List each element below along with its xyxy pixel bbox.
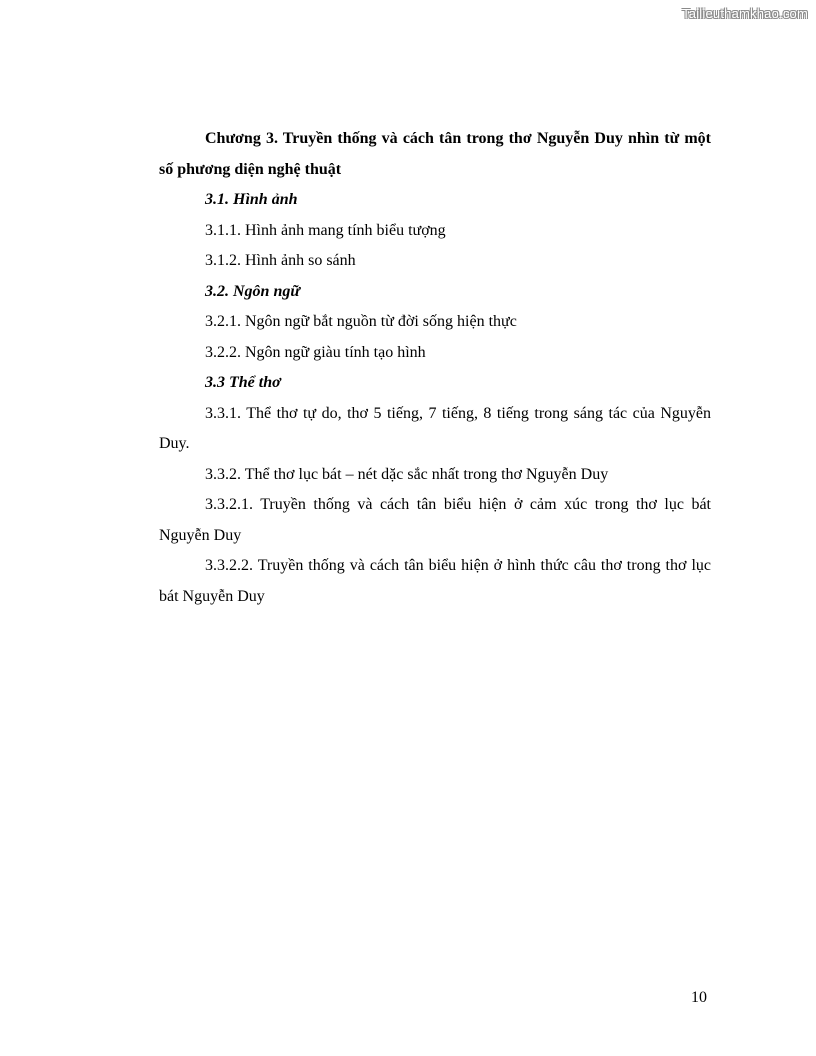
document-body <box>159 124 711 612</box>
section-heading-3-3: 3.3 Thể thơ <box>205 374 281 391</box>
watermark: Tailieuthamkhao.com <box>682 6 808 21</box>
page-number: 10 <box>691 989 707 1006</box>
toc-item-3-2-2: 3.2.2. Ngôn ngữ giàu tính tạo hình <box>205 343 426 361</box>
toc-item-3-3-2-1: 3.3.2.1. Truyền thống và cách tân biểu hiện ở cảm xúc trong thơ lục bát Nguyễn Duy <box>159 496 711 544</box>
toc-item-3-3-2: 3.3.2. Thể thơ lục bát – nét dặc sắc nhất trong thơ Nguyễn Duy <box>205 465 609 483</box>
section-heading-3-1: 3.1. Hình ảnh <box>205 191 298 208</box>
toc-item-3-3-2-2: 3.3.2.2. Truyền thống và cách tân biểu hiện ở hình thức câu thơ trong thơ lục bát Nguyễn Duy <box>159 557 711 605</box>
toc-item-3-3-1: 3.3.1. Thể thơ tự do, thơ 5 tiếng, 7 tiếng, 8 tiếng trong sáng tác của Nguyễn Duy. <box>159 404 711 452</box>
toc-item-3-1-1: 3.1.1. Hình ảnh mang tính biểu tượng <box>205 221 446 239</box>
toc-item-3-1-2: 3.1.2. Hình ảnh so sánh <box>205 252 356 269</box>
chapter-title: Chương 3. Truyền thống và cách tân trong thơ Nguyễn Duy nhìn từ một số phương diện nghệ thuật <box>159 130 711 178</box>
section-heading-3-2: 3.2. Ngôn ngữ <box>205 282 300 300</box>
toc-item-3-2-1: 3.2.1. Ngôn ngữ bắt nguồn từ đời sống hiện thực <box>205 313 517 330</box>
